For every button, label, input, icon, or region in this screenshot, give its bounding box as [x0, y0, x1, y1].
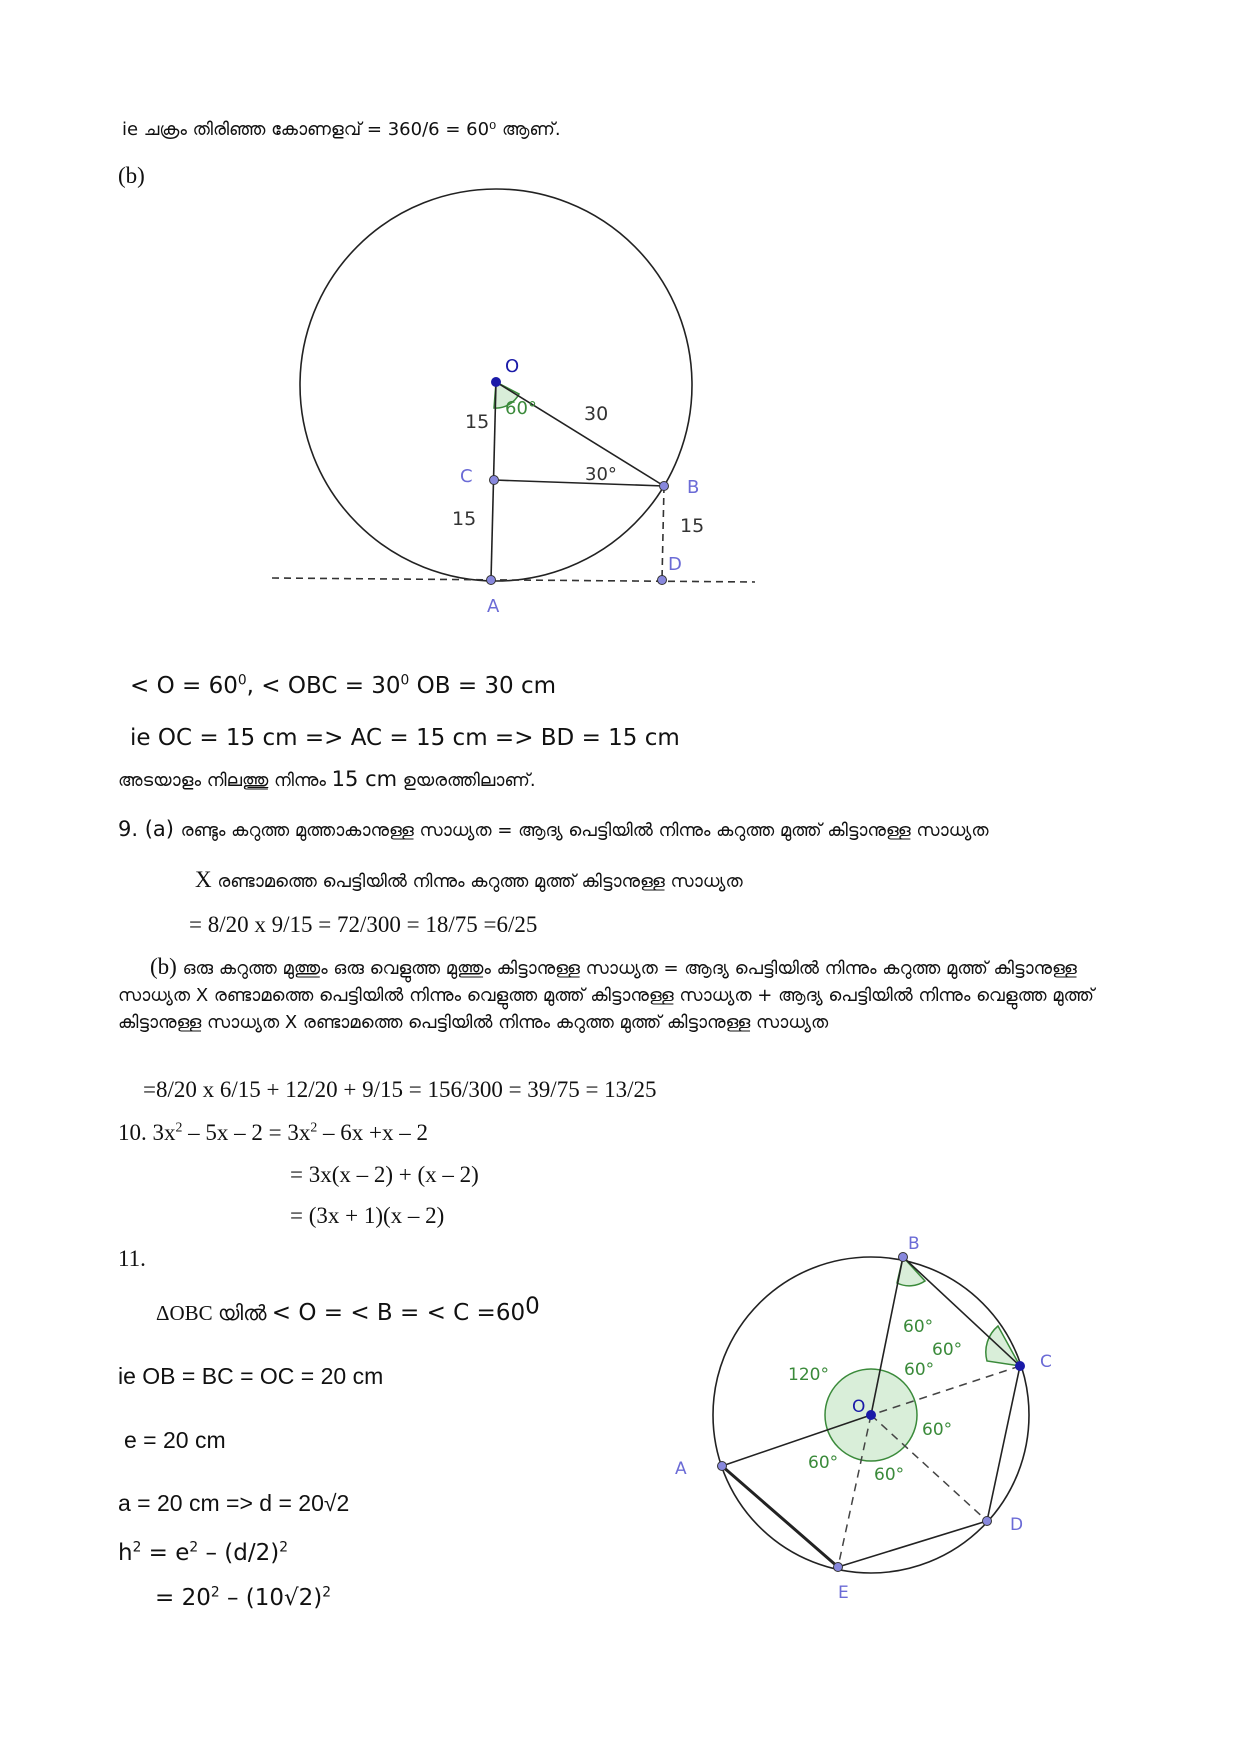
q9a-line: 9. (a) രണ്ടും കറുത്ത മുത്താകാനുള്ള സാധ്യത = ആദ്യ പെട്ടിയിൽ നിന്നും കറുത്ത മുത്ത് കിട്ടാനുള്ള സാധ്യത: [118, 817, 989, 841]
q9b-paragraph: (b) ഒരു കറുത്ത മുത്തും ഒരു വെളുത്ത മുത്തും കിട്ടാനുള്ള സാധ്യത = ആദ്യ പെട്ടിയിൽ നിന്നും കറുത്ത മുത്ത് കിട്ടാനുള്ള സാധ്യത X രണ്ടാമത്തെ പെട്ടിയിൽ നിന്നും വെളുത്ത മുത്ത് കിട്ടാനുള്ള സാധ്യത + ആദ്യ പെട്ടിയിൽ നിന്നും വെളുത്ത മുത്ത് കിട്ടാനുള്ള സാധ്യത X രണ്ടാമത്തെ പെട്ടിയിൽ നിന്നും കറുത്ത മുത്ത് കിട്ടാനുള്ള സാധ്യത: [118, 954, 1095, 1033]
label-b: B: [908, 1234, 920, 1254]
label-o: O: [852, 1397, 866, 1417]
rotation-line: ie ചക്രം തിരിഞ്ഞ കോണളവ് = 360/6 = 60⁰ ആണ്.: [122, 119, 561, 140]
angle-o-left-label: 60°: [808, 1453, 839, 1473]
len-ca: 15: [452, 508, 477, 530]
len-bd: 15: [680, 515, 705, 537]
q10-line1: 10. $3x^2 - 5x - 2 = 3x^2 - 6x +x - 2$: [118, 1119, 429, 1145]
figure-circle-tangent: [270, 180, 770, 620]
point-o: [866, 1410, 876, 1420]
label-c: C: [460, 466, 473, 487]
q9b-calc: =8/20 x 6/15 + 12/20 + 9/15 = 156/300 = 39/75 = 13/25: [143, 1077, 657, 1102]
label-d: D: [1010, 1515, 1024, 1535]
point-e: [834, 1563, 843, 1572]
lengths-equation: ie OC = 15 cm => AC = 15 cm => BD = 15 cm: [130, 725, 680, 751]
segment-cb: [494, 480, 664, 486]
label-b: (b): [118, 163, 145, 188]
q10-line3: = (3x + 1)(x – 2): [290, 1203, 445, 1228]
len-oc: 15: [465, 411, 490, 433]
height-line: അടയാളം നിലത്തു നിന്നും 15 cm ഉയരത്തിലാണ്.: [118, 767, 536, 791]
point-a: [487, 576, 496, 585]
segment-dc: [987, 1366, 1020, 1521]
label-b-point: B: [687, 477, 700, 498]
angle-c-label: 60°: [932, 1340, 963, 1360]
angle-o-big-label: 120°: [788, 1365, 829, 1385]
angle-o-label: 60°: [505, 398, 537, 419]
q9a-calc: = 8/20 x 9/15 = 72/300 = 18/75 =6/25: [189, 912, 538, 937]
label-o: O: [505, 356, 520, 377]
tangent-line: [272, 578, 755, 582]
label-a: A: [487, 596, 500, 617]
q10-line2: = 3x(x – 2) + (x – 2): [290, 1162, 479, 1187]
q11-line5: $h^2 = e^2 - (d/2)^2$: [118, 1539, 289, 1566]
point-a: [718, 1462, 727, 1471]
q11-number: 11.: [118, 1246, 146, 1271]
segment-ae: [722, 1466, 838, 1567]
label-e: E: [838, 1583, 849, 1603]
point-d: [658, 576, 667, 585]
figure-pentagon-circle: [665, 1230, 1085, 1610]
point-o: [491, 377, 501, 387]
angle-b-label: 30°: [585, 464, 617, 485]
q11-line4: a = 20 cm => d = 20√2: [118, 1490, 350, 1516]
len-ob: 30: [584, 403, 609, 425]
angle-o-bottom-label: 60°: [874, 1465, 905, 1485]
q11-line1: ΔOBC യിൽ < O = < B = < $C =60^0$: [156, 1293, 540, 1326]
angles-equation: < $O = 60^0$, < OBC = $30^0$ OB = 30 cm: [130, 672, 557, 699]
q11-line3: e = 20 cm: [124, 1427, 226, 1453]
angle-o-top-label: 60°: [904, 1360, 935, 1380]
q11-line6: = $20^2 - (10√2)^2$: [155, 1584, 332, 1611]
point-b: [660, 482, 669, 491]
q9a-line2: X രണ്ടാമത്തെ പെട്ടിയിൽ നിന്നും കറുത്ത മുത്ത് കിട്ടാനുള്ള സാധ്യത: [195, 867, 743, 892]
point-d: [983, 1517, 992, 1526]
point-b: [899, 1253, 908, 1262]
point-c: [1015, 1361, 1025, 1371]
label-d: D: [668, 554, 682, 575]
segment-bd: [662, 486, 664, 580]
q11-line2: ie OB = BC = OC = 20 cm: [118, 1363, 384, 1389]
segment-ed: [838, 1521, 987, 1567]
angle-c-marker: [986, 1326, 1020, 1366]
angle-b-label: 60°: [903, 1317, 934, 1337]
point-c: [490, 476, 499, 485]
label-a: A: [675, 1459, 687, 1479]
label-c: C: [1040, 1352, 1052, 1372]
angle-o-right-label: 60°: [922, 1420, 953, 1440]
